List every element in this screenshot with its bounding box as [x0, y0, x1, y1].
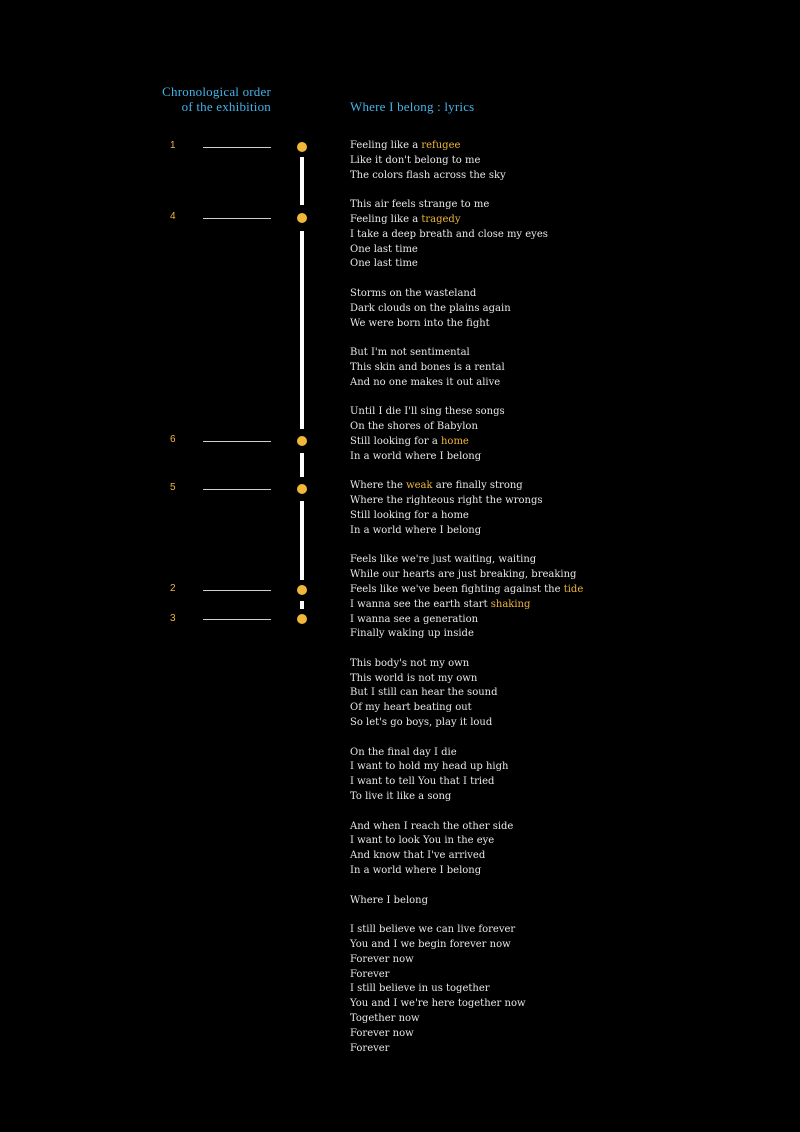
lyric-line: One last time	[350, 243, 418, 255]
lyric-line: I wanna see the earth start shaking	[350, 598, 531, 610]
timeline-heading-line2: of the exhibition	[181, 99, 271, 114]
lyric-line: I want to tell You that I tried	[350, 776, 495, 788]
highlight-word: shaking	[490, 598, 531, 610]
lyric-line: In a world where I belong	[350, 450, 482, 462]
lyric-line: And when I reach the other side	[350, 820, 514, 832]
lyric-line: I wanna see a generation	[350, 613, 479, 625]
lyric-line: In a world where I belong	[350, 865, 482, 877]
lyric-line: Storms on the wasteland	[350, 287, 477, 299]
lyric-line: Feeling like a tragedy	[350, 213, 461, 225]
lyric-line: This skin and bones is a rental	[350, 361, 505, 373]
lyric-line: I want to look You in the eye	[350, 835, 495, 847]
lyric-line: I still believe we can live forever	[350, 924, 516, 936]
lyric-line: In a world where I belong	[350, 524, 482, 536]
timeline-segment	[300, 501, 304, 580]
timeline-dot	[297, 585, 307, 595]
lyric-line: We were born into the fight	[350, 317, 490, 329]
timeline-segment	[300, 453, 304, 477]
lyric-line: You and I we're here together now	[350, 998, 526, 1010]
lyric-line: Finally waking up inside	[350, 628, 474, 640]
marker-connector	[203, 147, 271, 148]
lyric-line: You and I we begin forever now	[350, 939, 511, 951]
lyric-line: Dark clouds on the plains again	[350, 302, 511, 314]
lyric-line: Feels like we're just waiting, waiting	[350, 554, 537, 566]
lyric-line: I take a deep breath and close my eyes	[350, 228, 548, 240]
lyric-line: Forever	[350, 968, 390, 980]
timeline-heading-line1: Chronological order	[162, 84, 271, 99]
timeline-segment	[300, 231, 304, 429]
lyric-line: Forever now	[350, 953, 414, 965]
lyrics-body	[350, 139, 770, 1056]
lyric-line: One last time	[350, 258, 418, 270]
lyric-line: While our hearts are just breaking, breaking	[350, 569, 577, 581]
highlight-word: refugee	[421, 140, 461, 151]
lyric-line: Where the righteous right the wrongs	[350, 495, 543, 507]
marker-connector	[203, 441, 271, 442]
lyric-line: Where I belong	[350, 894, 429, 906]
lyric-line: But I still can hear the sound	[350, 687, 498, 699]
marker-connector	[203, 218, 271, 219]
lyric-line: And know that I've arrived	[350, 850, 486, 862]
timeline-dot	[297, 614, 307, 624]
lyric-line: This world is not my own	[350, 672, 478, 684]
lyric-line: Feels like we've been fighting against the tide	[350, 583, 584, 595]
lyric-line: Where the weak are finally strong	[350, 480, 523, 492]
timeline-heading	[120, 84, 271, 114]
marker-number-tragedy: 4	[170, 211, 176, 222]
timeline-dot	[297, 484, 307, 494]
lyric-line: Forever	[350, 1042, 390, 1054]
marker-number-weak: 5	[170, 482, 176, 493]
lyric-line: On the shores of Babylon	[350, 421, 478, 433]
marker-number-tide: 2	[170, 583, 176, 594]
highlight-word: home	[440, 435, 469, 447]
timeline-segment	[300, 601, 304, 609]
lyric-line: To live it like a song	[350, 791, 452, 803]
lyric-line: And no one makes it out alive	[350, 376, 501, 388]
lyric-line: This body's not my own	[350, 657, 470, 669]
lyric-line: Forever now	[350, 1027, 414, 1039]
lyric-line: I still believe in us together	[350, 983, 490, 995]
lyric-line: Still looking for a home	[350, 509, 469, 521]
timeline-dot	[297, 142, 307, 152]
lyric-line: Like it don't belong to me	[350, 154, 481, 166]
marker-connector	[203, 619, 271, 620]
highlight-word: weak	[406, 480, 433, 492]
lyric-line: Still looking for a home	[350, 435, 469, 447]
marker-number-refugee: 1	[170, 140, 176, 151]
lyric-line: So let's go boys, play it loud	[350, 717, 493, 729]
marker-connector	[203, 590, 271, 591]
lyric-line: Until I die I'll sing these songs	[350, 406, 505, 418]
highlight-word: tide	[563, 583, 584, 595]
lyric-line: This air feels strange to me	[350, 199, 490, 211]
lyrics-heading: Where I belong : lyrics	[350, 99, 475, 114]
lyric-line: Together now	[350, 1013, 420, 1025]
lyric-line: The colors flash across the sky	[350, 169, 506, 181]
highlight-word: tragedy	[421, 213, 461, 225]
marker-connector	[203, 489, 271, 490]
marker-number-home: 6	[170, 434, 176, 445]
lyric-line: Of my heart beating out	[350, 702, 472, 714]
lyric-line: But I'm not sentimental	[350, 347, 470, 359]
timeline-segment	[300, 157, 304, 205]
timeline-dot	[297, 213, 307, 223]
lyric-line: On the final day I die	[350, 746, 457, 758]
lyric-line: I want to hold my head up high	[350, 761, 509, 773]
lyric-line: Feeling like a refugee	[350, 140, 461, 151]
timeline-dot	[297, 436, 307, 446]
marker-number-shaking: 3	[170, 613, 176, 624]
